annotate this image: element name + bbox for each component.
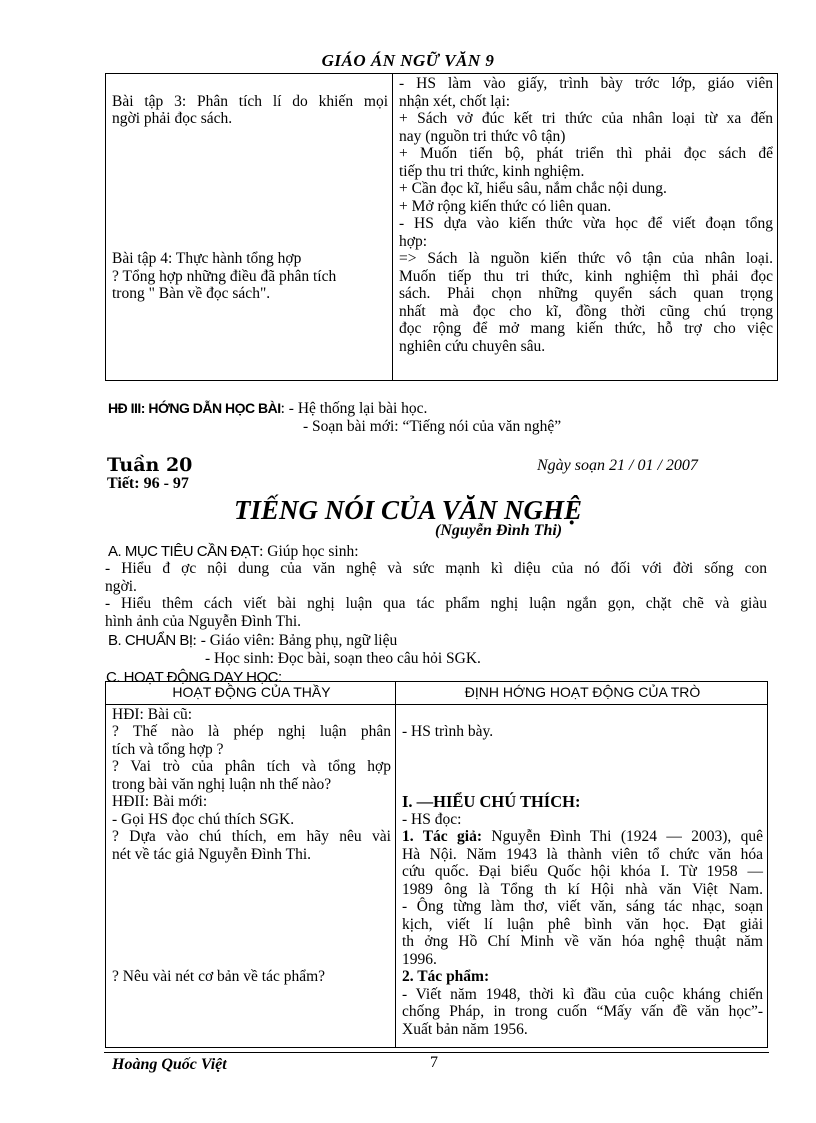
exercise-right-line: đọc rộng để mở mang kiến thức, hỗ trợ cho việc bbox=[399, 320, 773, 337]
teacher-activity-line bbox=[112, 916, 391, 934]
teacher-activity-line: HĐII: Bài mới: bbox=[112, 793, 208, 810]
lesson-title: TIẾNG NÓI CỦA VĂN NGHỆ bbox=[233, 495, 583, 525]
objectives-heading bbox=[108, 543, 359, 561]
week-label: Tuần 20 bbox=[107, 454, 193, 476]
teacher-activity-line bbox=[112, 881, 391, 899]
author-line bbox=[402, 828, 763, 846]
work-line: Xuất bản năm 1956. bbox=[402, 1020, 528, 1038]
exercise-left-line bbox=[112, 180, 388, 198]
teacher-activity-line bbox=[112, 933, 391, 951]
exercise-left-line: ngời phải đọc sách. bbox=[112, 110, 233, 127]
page-header-title: GIÁO ÁN NGỮ VĂN 9 bbox=[321, 51, 495, 70]
exercise-right-line: Muốn tiếp thu tri thức, kinh nghiệm thì phải đọc bbox=[399, 267, 773, 285]
hs-present: - HS trình bày. bbox=[402, 723, 494, 740]
work-label: 2. Tác phẩm: bbox=[402, 968, 490, 985]
teacher-activity-line bbox=[112, 951, 391, 969]
exercise-right-line: - HS dựa vào kiến thức vừa học để viết đoạn tổng bbox=[399, 215, 773, 232]
exercise-left-line bbox=[112, 128, 388, 146]
exercise-right-line: - HS làm vào giấy, trình bày trớc lớp, giáo viên bbox=[399, 75, 773, 92]
teacher-activity-line bbox=[112, 898, 391, 916]
footer-divider bbox=[104, 1052, 769, 1053]
work-line: chống Pháp, in trong cuốn “Mấy vấn đề văn học”- bbox=[402, 1003, 763, 1020]
author-label: 1. Tác giả: bbox=[402, 828, 483, 845]
lesson-author: (Nguyễn Đình Thi) bbox=[435, 522, 563, 539]
preparation-teacher: : - Giáo viên: Bảng phụ, ngữ liệu bbox=[192, 632, 398, 649]
author-line: 1989 ông là Tổng th kí Hội nhà văn Việt Nam. bbox=[402, 880, 763, 898]
exercise-right-line: nghiên cứu chuyên sâu. bbox=[399, 337, 546, 355]
exercise-left-line: Bài tập 4: Thực hành tổng hợp bbox=[112, 250, 302, 267]
exercise-right-line: + Cần đọc kĩ, hiểu sâu, nắm chắc nội dung. bbox=[399, 180, 667, 197]
teacher-activity-line: ? Vai trò của phân tích và tổng hợp bbox=[112, 758, 391, 775]
exercise-left-line: Bài tập 3: Phân tích lí do khiến mọi bbox=[112, 92, 388, 110]
teacher-activity-line: tích và tổng hợp ? bbox=[112, 740, 224, 758]
exercise-left-line bbox=[112, 163, 388, 181]
exercise-left-line bbox=[112, 215, 388, 233]
work-line: - Viết năm 1948, thời kì đầu của cuộc kháng chiến bbox=[402, 985, 763, 1003]
teacher-activity-line: HĐI: Bài cũ: bbox=[112, 705, 193, 723]
student-column-header: ĐỊNH HỚNG HOẠT ĐỘNG CỦA TRÒ bbox=[396, 682, 768, 705]
objectives-body bbox=[105, 560, 767, 630]
exercise-left-line bbox=[112, 198, 388, 216]
teacher-column-header: HOẠT ĐỘNG CỦA THẦY bbox=[106, 682, 396, 705]
footer-author: Hoàng Quốc Việt bbox=[112, 1056, 227, 1073]
exercise-table-left-cell bbox=[106, 74, 393, 381]
teacher-activity-line: ? Thế nào là phép nghị luận phân bbox=[112, 723, 391, 740]
author-line: 1996. bbox=[402, 950, 437, 968]
prep-date: Ngày soạn 21 / 01 / 2007 bbox=[537, 457, 698, 474]
objectives-label: A. MỤC TIÊU CẦN ĐẠT bbox=[108, 543, 260, 560]
author-line: - Ông từng làm thơ, viết văn, sáng tác nhạc, soạn bbox=[402, 898, 763, 915]
exercise-table bbox=[105, 73, 778, 381]
exercise-right-line: + Muốn tiến bộ, phát triển thì phải đọc sách để bbox=[399, 145, 773, 162]
teacher-activity-line: trong bài văn nghị luận nh thế nào? bbox=[112, 775, 332, 793]
exercise-right-line: + Mở rộng kiến thức có liên quan. bbox=[399, 197, 612, 215]
page-number: 7 bbox=[430, 1054, 438, 1071]
exercise-table-right-cell bbox=[393, 74, 778, 381]
section-i-title: I. —HIỂU CHÚ THÍCH: bbox=[402, 792, 581, 811]
period-label: Tiết: 96 - 97 bbox=[107, 475, 189, 492]
preparation-heading bbox=[108, 632, 397, 650]
exercise-left-line: ? Tổng hợp những điều đã phân tích bbox=[112, 267, 337, 285]
student-activities-cell bbox=[396, 704, 768, 1047]
teacher-activities-cell bbox=[106, 704, 396, 1047]
exercise-right-line: => Sách là nguồn kiến thức vô tận của nhân loại. bbox=[399, 250, 773, 267]
objective-line: - Hiểu đ ợc nội dung của văn nghệ và sức mạnh kì diệu của nó đối với đời sống con bbox=[105, 560, 767, 577]
author-line: th ởng Hồ Chí Minh về văn hóa nghệ thuật năm bbox=[402, 933, 763, 950]
objective-line: ngời. bbox=[105, 577, 137, 595]
guidance-task-2: - Soạn bài mới: “Tiếng nói của văn nghệ” bbox=[303, 418, 562, 435]
exercise-right-line: hợp: bbox=[399, 232, 428, 250]
exercise-left-line bbox=[112, 75, 388, 93]
exercise-left-line: trong " Bàn về đọc sách". bbox=[112, 285, 271, 302]
guidance-task-1: : - Hệ thống lại bài học. bbox=[280, 400, 428, 417]
teacher-activity-line bbox=[112, 863, 391, 881]
preparation-label: B. CHUẨN BỊ bbox=[108, 632, 193, 649]
exercise-right-line: sách. Phải chọn những quyển sách quan trọng bbox=[399, 285, 773, 302]
guidance-label: HĐ III: HỚNG DẪN HỌC BÀI bbox=[108, 400, 281, 416]
objectives-intro: : Giúp học sinh: bbox=[259, 543, 359, 560]
hs-read: - HS đọc: bbox=[402, 810, 462, 828]
exercise-right-line: tiếp thu tri thức, kinh nghiệm. bbox=[399, 162, 585, 180]
author-text: Nguyễn Đình Thi (1924 — 2003), quê bbox=[482, 828, 764, 845]
exercise-right-line: + Sách vở đúc kết tri thức của nhân loại từ xa đến bbox=[399, 110, 773, 127]
guidance-line bbox=[108, 400, 427, 418]
exercise-left-line bbox=[112, 145, 388, 163]
author-line: kịch, viết lí luận phê bình văn học. Đạt giải bbox=[402, 915, 763, 933]
author-line: Hà Nội. Năm 1943 là thành viên tổ chức văn hóa bbox=[402, 845, 763, 863]
teacher-activity-line: ? Dựa vào chú thích, em hãy nêu vài bbox=[112, 828, 391, 845]
exercise-right-line: nay (nguồn tri thức vô tận) bbox=[399, 127, 566, 145]
activities-table bbox=[105, 681, 768, 1048]
objective-line: - Hiểu thêm cách viết bài nghị luận qua tác phẩm nghị luận ngắn gọn, chặt chẽ và giàu bbox=[105, 595, 767, 612]
exercise-right-line: nhất mà đọc cho kĩ, đồng thời cũng chú trọng bbox=[399, 302, 773, 320]
activities-heading: C. HOẠT ĐỘNG DẠY HỌC: bbox=[106, 669, 282, 686]
objective-line: hình ảnh của Nguyễn Đình Thi. bbox=[105, 612, 302, 630]
teacher-activity-line: nét về tác giả Nguyễn Đình Thi. bbox=[112, 845, 312, 863]
author-line: cứu quốc. Đại biểu Quốc hội khóa I. Từ 1958 — bbox=[402, 863, 763, 880]
teacher-activity-line: ? Nêu vài nét cơ bản về tác phẩm? bbox=[112, 968, 326, 985]
teacher-activity-line: - Gọi HS đọc chú thích SGK. bbox=[112, 810, 295, 828]
preparation-student: - Học sinh: Đọc bài, soạn theo câu hỏi SGK. bbox=[205, 650, 481, 667]
exercise-right-line: nhận xét, chốt lại: bbox=[399, 92, 511, 110]
exercise-left-line bbox=[112, 233, 388, 251]
